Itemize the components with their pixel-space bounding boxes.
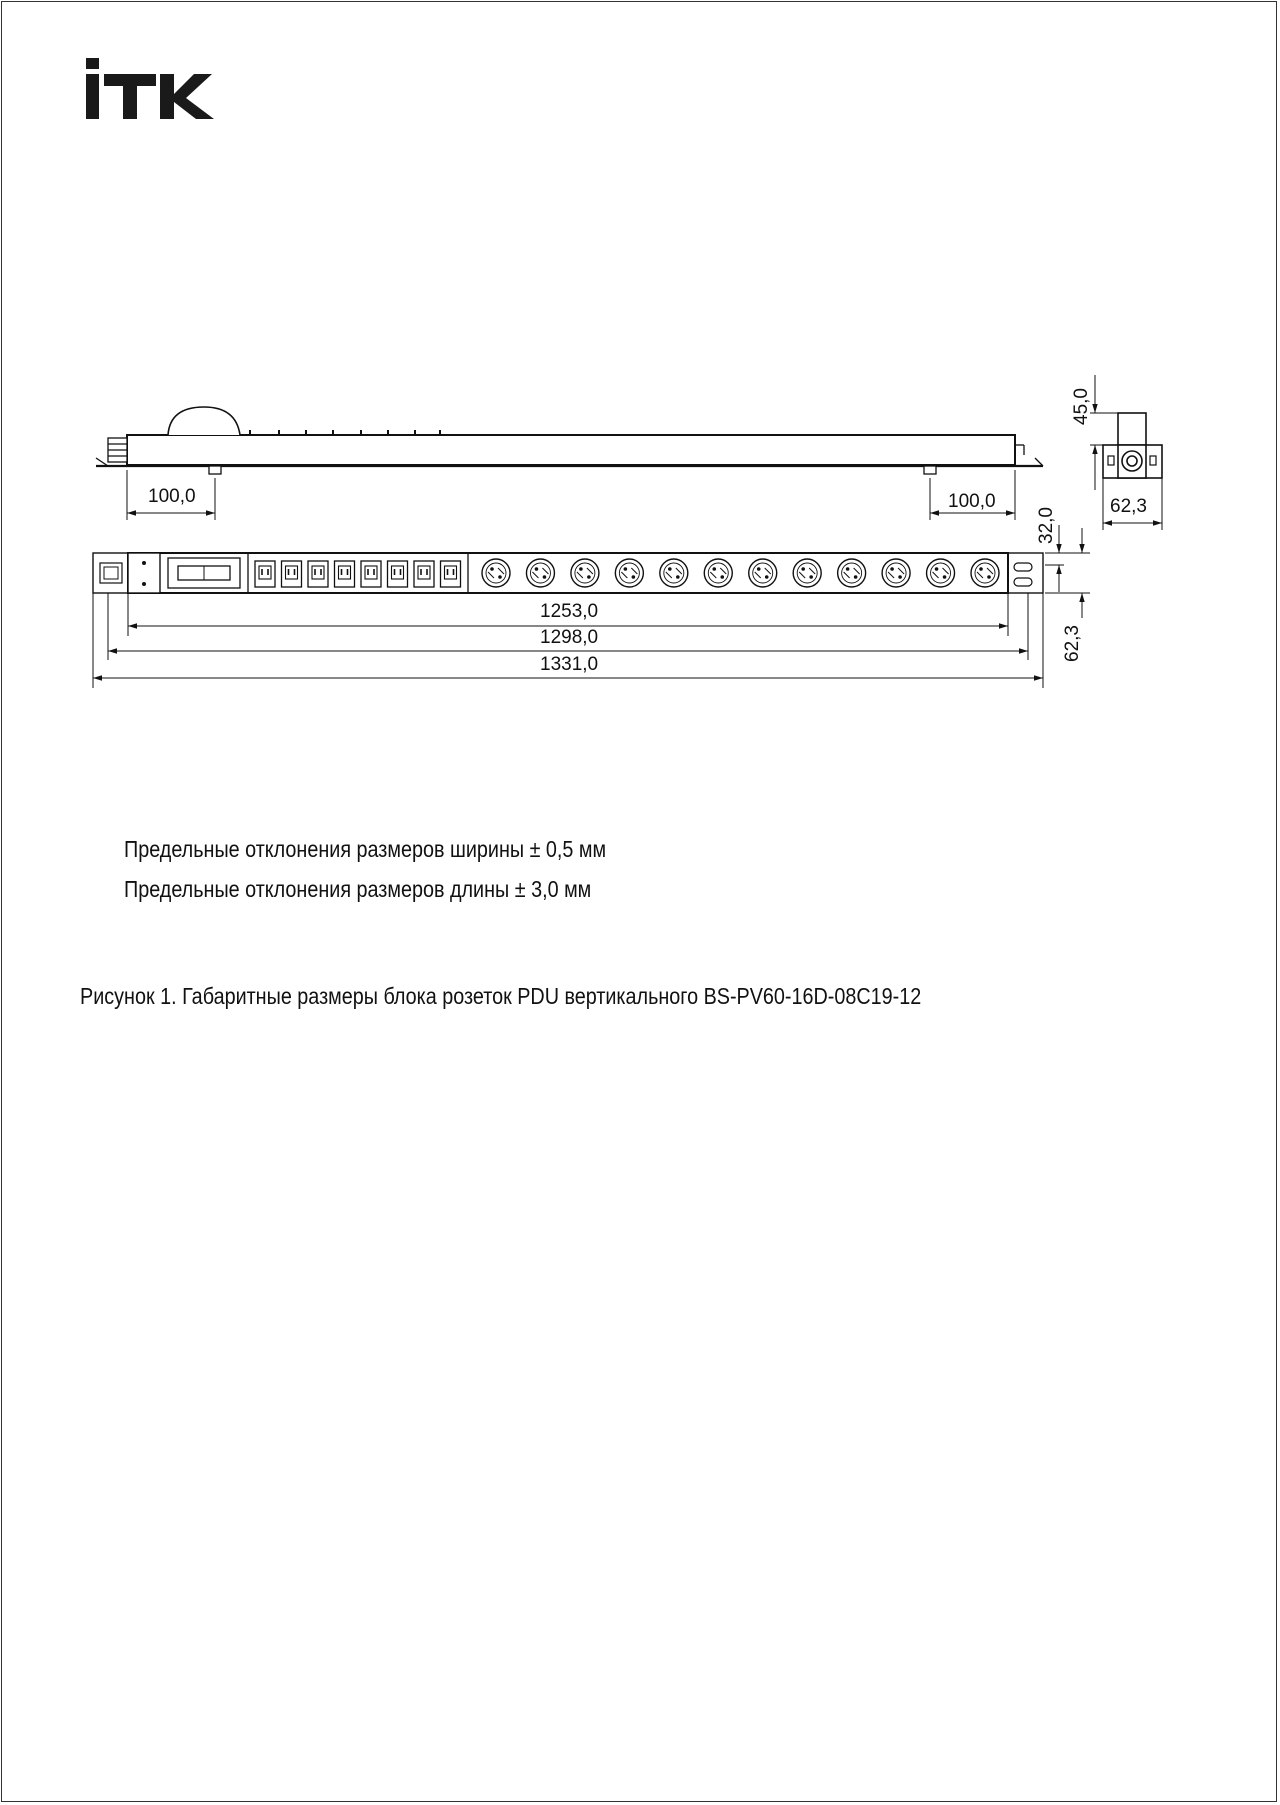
c19-outlet (414, 561, 434, 587)
dim-length-overall: 1331,0 (540, 654, 599, 675)
schuko-outlet (482, 559, 510, 587)
dim-side-width: 62,3 (1110, 496, 1147, 517)
c19-outlet (255, 561, 275, 587)
c19-outlet (335, 561, 355, 587)
dim-front-height: 62,3 (1062, 625, 1083, 662)
dim-top-left: 100,0 (148, 486, 196, 507)
schuko-outlet (749, 559, 777, 587)
tolerance-length-note: Предельные отклонения размеров длины ± 3,0 мм (124, 876, 592, 902)
dim-length-inner: 1253,0 (540, 601, 599, 622)
schuko-outlet (882, 559, 910, 587)
c19-outlet (282, 561, 302, 587)
c19-outlet (388, 561, 408, 587)
schuko-outlet (927, 559, 955, 587)
dim-length-middle: 1298,0 (540, 627, 599, 648)
schuko-outlet (571, 559, 599, 587)
tolerance-width-note: Предельные отклонения размеров ширины ± 0,5 мм (124, 836, 607, 862)
figure-caption: Рисунок 1. Габаритные размеры блока розеток PDU вертикального BS-PV60-16D-08C19-12 (80, 983, 922, 1009)
schuko-outlet (838, 559, 866, 587)
c19-outlet (441, 561, 461, 587)
schuko-outlet (793, 559, 821, 587)
dim-front-step: 32,0 (1036, 507, 1057, 544)
schuko-outlet (971, 559, 999, 587)
schuko-outlet (615, 559, 643, 587)
dim-side-height: 45,0 (1071, 388, 1092, 425)
schuko-outlet (660, 559, 688, 587)
c19-outlet (361, 561, 381, 587)
top-view (96, 407, 1043, 520)
c19-outlet (308, 561, 328, 587)
schuko-outlet (704, 559, 732, 587)
pdu-dimension-drawing (0, 360, 1280, 700)
itk-logo (86, 58, 216, 120)
schuko-outlet (526, 559, 554, 587)
dim-top-right: 100,0 (948, 491, 996, 512)
